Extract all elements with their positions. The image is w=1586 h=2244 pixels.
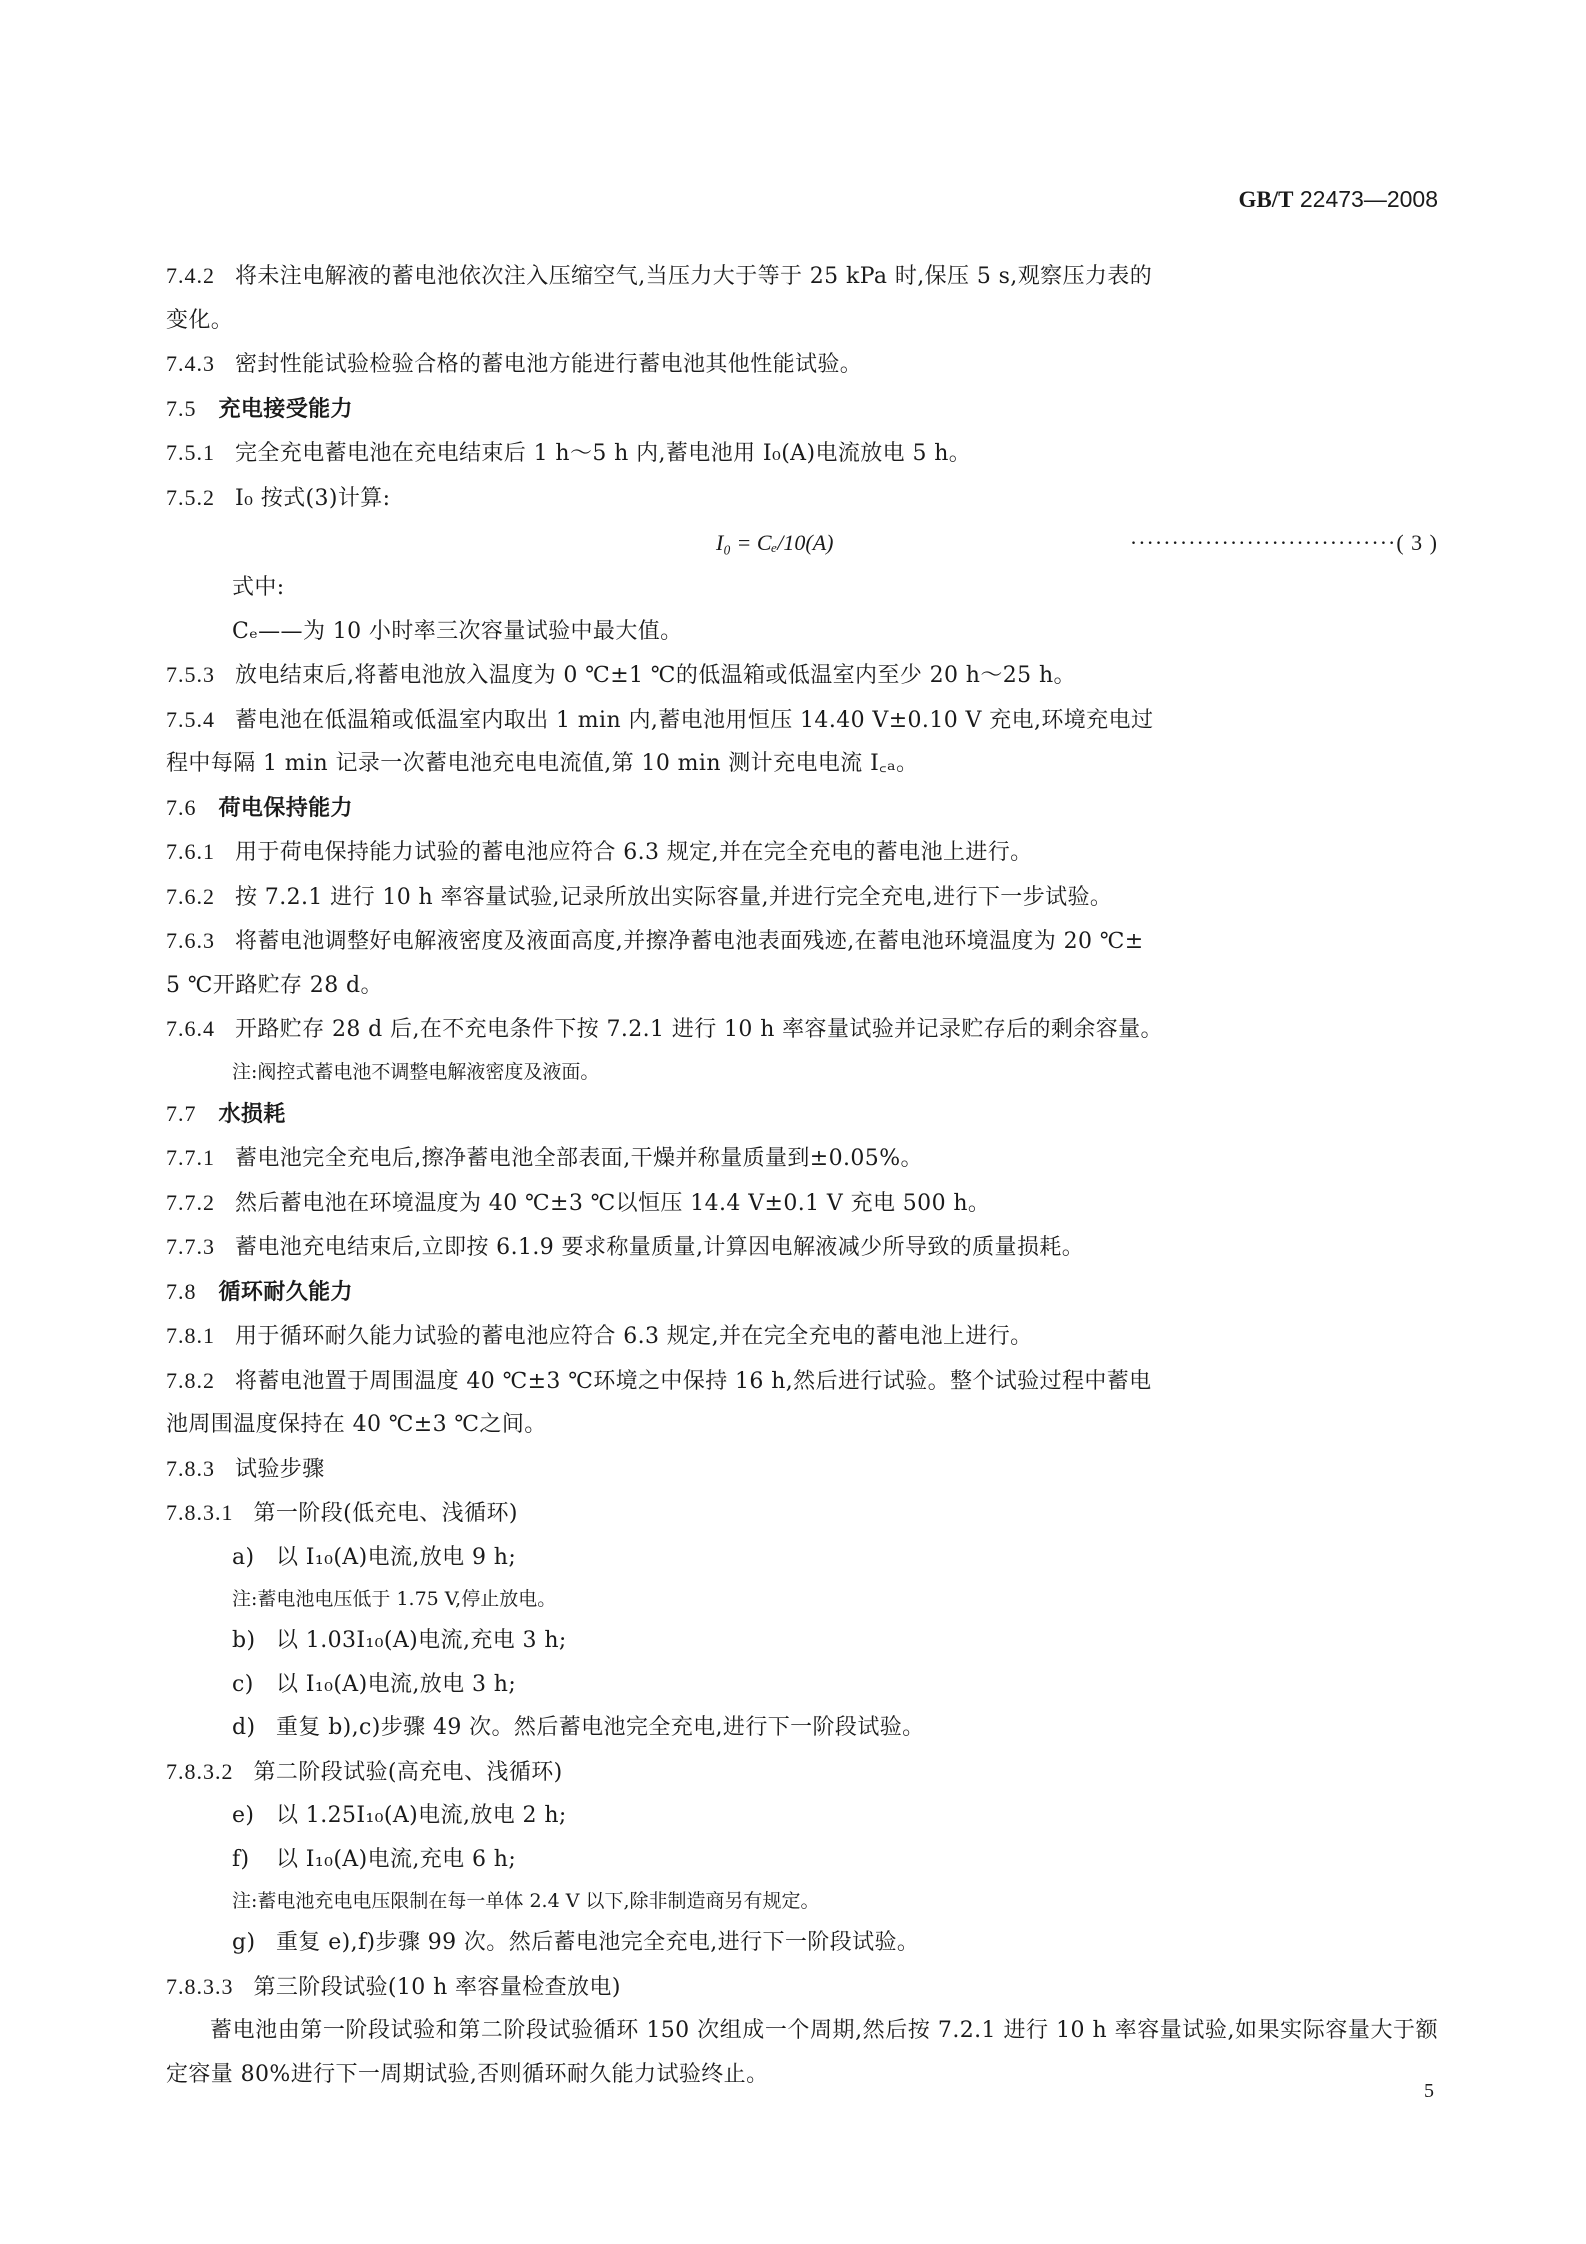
clause-7-7-1: 7.7.1 蓄电池完全充电后,擦净蓄电池全部表面,干燥并称量质量到±0.05%。: [166, 1145, 923, 1171]
clause-7-8-2-cont: 池周围温度保持在 40 ℃±3 ℃之间。: [166, 1412, 547, 1437]
clause-7-7-2: 7.7.2 然后蓄电池在环境温度为 40 ℃±3 ℃以恒压 14.4 V±0.1 V 充电 500 h。: [166, 1189, 991, 1216]
note-7-6-4: 注:阀控式蓄电池不调整电解液密度及液面。: [232, 1060, 600, 1083]
note-item-f: 注:蓄电池充电电压限制在每一单体 2.4 V 以下,除非制造商另有规定。: [232, 1890, 820, 1912]
clause-7-6-3: 7.6.3 将蓄电池调整好电解液密度及液面高度,并擦净蓄电池表面残迹,在蓄电池环境温度为 20 ℃±: [166, 928, 1144, 954]
standard-header: [1239, 186, 1438, 213]
clause-7-8-3-2: 7.8.3.2 第二阶段试验(高充电、浅循环): [166, 1758, 563, 1785]
standard-number: 22473—2008: [1299, 186, 1438, 212]
clause-7-7-3: 7.7.3 蓄电池充电结束后,立即按 6.1.9 要求称量质量,计算因电解液减少所导致的质量损耗。: [166, 1234, 1085, 1260]
clause-7-8-2: 7.8.2 将蓄电池置于周围温度 40 ℃±3 ℃环境之中保持 16 h,然后进行试验。整个试验过程中蓄电: [166, 1367, 1152, 1394]
document-body: [166, 254, 1438, 2096]
clause-7-5-2: 7.5.2 I₀ 按式(3)计算:: [166, 484, 391, 511]
list-item-f: f) 以 I₁₀(A)电流,充电 6 h;: [232, 1846, 517, 1872]
clause-7-4-3: 7.4.3 密封性能试验检验合格的蓄电池方能进行蓄电池其他性能试验。: [166, 351, 863, 377]
list-item-g: g) 重复 e),f)步骤 99 次。然后蓄电池完全充电,进行下一阶段试验。: [232, 1930, 920, 1955]
section-heading-7-5: 7.5 充电接受能力: [166, 395, 353, 422]
formula-3: [166, 520, 1438, 566]
list-item-a: a) 以 I₁₀(A)电流,放电 9 h;: [232, 1544, 517, 1570]
list-item-c: c) 以 I₁₀(A)电流,放电 3 h;: [232, 1671, 517, 1697]
clause-7-5-3: 7.5.3 放电结束后,将蓄电池放入温度为 0 ℃±1 ℃的低温箱或低温室内至少 20 h～25 h。: [166, 662, 1076, 688]
list-item-d: d) 重复 b),c)步骤 49 次。然后蓄电池完全充电,进行下一阶段试验。: [232, 1715, 925, 1740]
page-number: 5: [1424, 2080, 1434, 2102]
note-item-a: 注:蓄电池电压低于 1.75 V,停止放电。: [232, 1588, 557, 1610]
formula-expression: I₀ = Cₑ/10(A): [716, 530, 834, 555]
section-heading-7-8: 7.8 循环耐久能力: [166, 1278, 353, 1305]
where-label: 式中:: [232, 575, 285, 600]
list-item-b: b) 以 1.03I₁₀(A)电流,充电 3 h;: [232, 1628, 567, 1653]
clause-7-5-4: 7.5.4 蓄电池在低温箱或低温室内取出 1 min 内,蓄电池用恒压 14.40 V±0.10 V 充电,环境充电过: [166, 706, 1154, 733]
clause-7-4-2-cont: 变化。: [166, 307, 234, 333]
section-heading-7-6: 7.6 荷电保持能力: [166, 794, 353, 821]
clause-7-5-1: 7.5.1 完全充电蓄电池在充电结束后 1 h～5 h 内,蓄电池用 I₀(A)电流放电 5 h。: [166, 440, 972, 466]
clause-7-6-2: 7.6.2 按 7.2.1 进行 10 h 率容量试验,记录所放出实际容量,并进行完全充电,进行下一步试验。: [166, 883, 1113, 910]
clause-7-8-3-3: 7.8.3.3 第三阶段试验(10 h 率容量检查放电): [166, 1973, 621, 2000]
standard-prefix: GB/T: [1238, 187, 1294, 212]
clause-7-6-3-cont: 5 ℃开路贮存 28 d。: [166, 972, 383, 998]
final-paragraph: 蓄电池由第一阶段试验和第二阶段试验循环 150 次组成一个周期,然后按 7.2.1 进行 10 h 率容量试验,如果实际容量大于额定容量 80%进行下一周期试验,否则循环耐久能力试验终止。: [166, 2018, 1438, 2087]
clause-7-6-4: 7.6.4 开路贮存 28 d 后,在不充电条件下按 7.2.1 进行 10 h 率容量试验并记录贮存后的剩余容量。: [166, 1016, 1163, 1042]
list-item-e: e) 以 1.25I₁₀(A)电流,放电 2 h;: [232, 1803, 567, 1828]
clause-7-6-1: 7.6.1 用于荷电保持能力试验的蓄电池应符合 6.3 规定,并在完全充电的蓄电池上进行。: [166, 839, 1033, 865]
formula-reference: ································( 3 ): [1129, 530, 1438, 555]
section-heading-7-7: 7.7 水损耗: [166, 1100, 286, 1127]
clause-7-8-3-1: 7.8.3.1 第一阶段(低充电、浅循环): [166, 1500, 518, 1526]
clause-7-8-3: 7.8.3 试验步骤: [166, 1455, 325, 1482]
clause-7-5-4-cont: 程中每隔 1 min 记录一次蓄电池充电电流值,第 10 min 测计充电电流 I꜀ₐ。: [166, 751, 919, 776]
where-definition: Cₑ——为 10 小时率三次容量试验中最大值。: [232, 618, 683, 644]
clause-7-8-1: 7.8.1 用于循环耐久能力试验的蓄电池应符合 6.3 规定,并在完全充电的蓄电池上进行。: [166, 1323, 1033, 1349]
clause-7-4-2: 7.4.2 将未注电解液的蓄电池依次注入压缩空气,当压力大于等于 25 kPa 时,保压 5 s,观察压力表的: [166, 263, 1153, 289]
